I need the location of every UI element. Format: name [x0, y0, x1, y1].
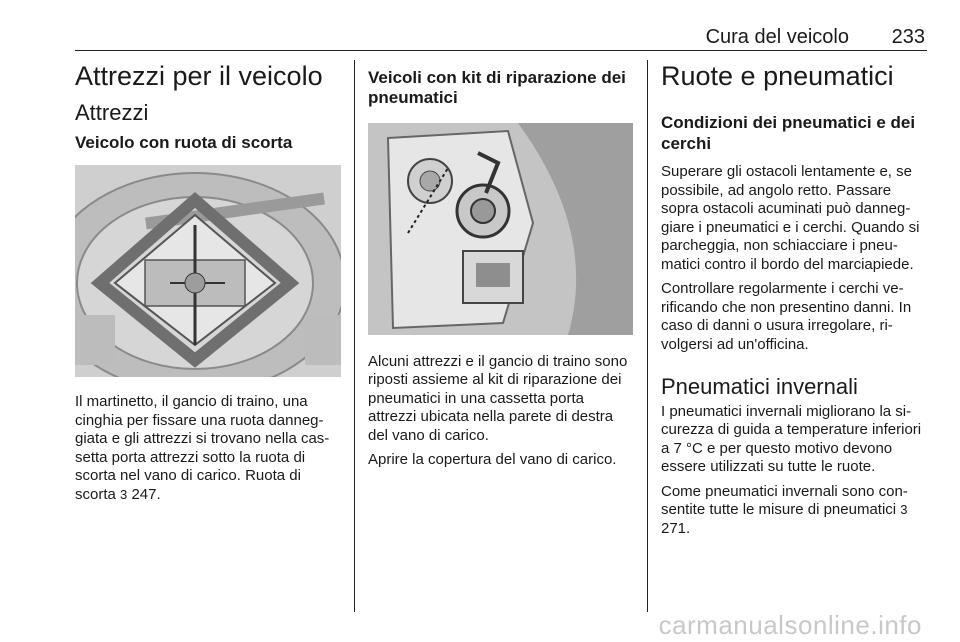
section-title: Cura del veicolo: [705, 26, 849, 48]
spare-wheel-jack-illustration: [75, 165, 341, 377]
ref-arrow-icon: 3: [120, 486, 128, 502]
page-reference-link[interactable]: 247.: [131, 485, 161, 503]
subsection-heading-2: Pneumatici invernali: [661, 374, 858, 400]
body-paragraph-2: Controllare regolarmente i cerchi verificando che non presentino danni. In caso di danni o usura irregolare, rivolgersi ad un'officina.: [661, 280, 912, 353]
body-paragraph: [75, 393, 341, 504]
paragraph-text: Come pneumatici invernali sono consentite tutte le misure di pneumatici: [661, 482, 908, 519]
page-number: 233: [891, 26, 925, 48]
body-paragraph-1: Superare gli ostacoli lentamente e, se possibile, ad angolo retto. Passare sopra ostacoli acuminati può danneggiare i pneumatici e i cerchi. Quando si parcheggia, non schiacciare i pneumatici contro il bordo del marciapiede.: [661, 163, 920, 273]
body-paragraph-2: Aprire la copertura del vano di carico.: [368, 451, 617, 469]
watermark: carmanualsonline.info: [658, 610, 922, 640]
section-heading: Ruote e pneumatici: [661, 61, 894, 91]
page-reference-link[interactable]: 271.: [661, 519, 691, 537]
subsection-heading: Veicoli con kit di riparazione dei pneumatici: [368, 68, 626, 108]
column-1: [75, 60, 341, 504]
body-paragraph-1: Alcuni attrezzi e il gancio di traino sono riposti assieme al kit di riparazione dei pneumatici in una cassetta porta attrezzi ubicata nella parete di destra del vano di carico.: [368, 352, 628, 444]
column-divider: [647, 60, 648, 612]
column-divider: [354, 60, 355, 612]
page-header: [75, 22, 927, 51]
paragraph-text: Il martinetto, il gancio di traino, una cinghia per fissare una ruota danneggiata e gli attrezzi si trovano nella cassetta porta attrezzi sotto la ruota di scorta nel vano di carico. Ruota di scorta: [75, 393, 330, 503]
body-paragraph-4: [661, 483, 927, 539]
subsubsection-heading: Veicolo con ruota di scorta: [75, 132, 293, 152]
column-2: [368, 60, 633, 470]
column-3: [661, 60, 927, 538]
body-paragraph-3: I pneumatici invernali migliorano la sicurezza di guida a temperature inferiori a 7 °C e per questo motivo devono essere utilizzati su tutte le ruote.: [661, 402, 922, 476]
subsection-heading: Attrezzi: [75, 100, 149, 126]
section-heading: Attrezzi per il veicolo: [75, 61, 323, 91]
ref-arrow-icon: 3: [900, 502, 908, 518]
subsection-heading-1: Condizioni dei pneumatici e dei cerchi: [661, 113, 916, 153]
tool-box-in-cargo-wall-illustration: [368, 123, 633, 335]
